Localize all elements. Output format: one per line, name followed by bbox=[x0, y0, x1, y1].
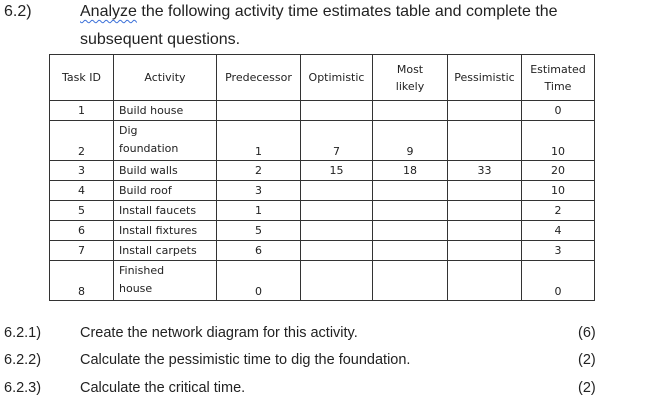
cell-optimistic bbox=[301, 201, 373, 221]
cell-pessimistic bbox=[448, 261, 522, 301]
cell-estimated: 4 bbox=[522, 221, 595, 241]
cell-optimistic bbox=[301, 181, 373, 201]
table-row bbox=[50, 261, 595, 301]
header-most-likely-2: likely bbox=[395, 79, 425, 93]
cell-pessimistic bbox=[448, 241, 522, 261]
cell-predecessor: 1 bbox=[217, 121, 301, 161]
cell-predecessor: 2 bbox=[217, 161, 301, 181]
cell-estimated: 20 bbox=[522, 161, 595, 181]
cell-most-likely: 18 bbox=[373, 161, 448, 181]
subquestion-marks: (6) bbox=[578, 325, 596, 341]
subquestion-3 bbox=[4, 380, 245, 396]
cell-task-id: 1 bbox=[50, 101, 114, 121]
subquestion-marks: (2) bbox=[578, 380, 596, 396]
cell-pessimistic bbox=[448, 121, 522, 161]
cell-estimated: 3 bbox=[522, 241, 595, 261]
cell-pessimistic bbox=[448, 181, 522, 201]
cell-estimated: 10 bbox=[522, 181, 595, 201]
cell-predecessor: 1 bbox=[217, 201, 301, 221]
spellcheck-word: Analyze bbox=[80, 3, 137, 20]
subquestion-text: Calculate the critical time. bbox=[80, 380, 246, 396]
cell-pessimistic: 33 bbox=[448, 161, 522, 181]
cell-most-likely bbox=[373, 201, 448, 221]
cell-task-id: 4 bbox=[50, 181, 114, 201]
table-row bbox=[50, 121, 595, 161]
header-predecessor: Predecessor bbox=[217, 55, 301, 101]
subquestion-number: 6.2.2) bbox=[4, 352, 42, 368]
cell-activity: Install faucets bbox=[114, 201, 217, 221]
header-estimated-1: Estimated bbox=[530, 62, 586, 76]
subquestion-marks: (2) bbox=[578, 352, 596, 368]
table-row bbox=[50, 161, 595, 181]
cell-predecessor: 3 bbox=[217, 181, 301, 201]
table-row bbox=[50, 101, 595, 121]
cell-task-id: 3 bbox=[50, 161, 114, 181]
cell-task-id: 2 bbox=[50, 121, 114, 161]
cell-task-id: 7 bbox=[50, 241, 114, 261]
subquestion-text: Create the network diagram for this activity. bbox=[80, 325, 358, 341]
cell-pessimistic bbox=[448, 101, 522, 121]
header-most-likely-1: Most bbox=[396, 62, 424, 76]
cell-activity-1: Dig bbox=[119, 124, 138, 137]
cell-optimistic bbox=[301, 241, 373, 261]
cell-activity: Build walls bbox=[114, 161, 217, 181]
subquestion-number: 6.2.3) bbox=[4, 380, 42, 396]
header-activity: Activity bbox=[114, 55, 217, 101]
question-line-1 bbox=[80, 3, 558, 21]
table-header-row bbox=[50, 55, 595, 101]
cell-task-id: 8 bbox=[50, 261, 114, 301]
cell-most-likely: 9 bbox=[373, 121, 448, 161]
cell-pessimistic bbox=[448, 201, 522, 221]
cell-predecessor: 5 bbox=[217, 221, 301, 241]
cell-task-id: 5 bbox=[50, 201, 114, 221]
header-most-likely bbox=[373, 55, 448, 101]
cell-activity bbox=[114, 261, 217, 301]
table-row bbox=[50, 221, 595, 241]
cell-predecessor: 0 bbox=[217, 261, 301, 301]
table-row bbox=[50, 201, 595, 221]
subquestion-text: Calculate the pessimistic time to dig the foundation. bbox=[80, 352, 411, 368]
cell-optimistic: 15 bbox=[301, 161, 373, 181]
cell-optimistic: 7 bbox=[301, 121, 373, 161]
cell-optimistic bbox=[301, 221, 373, 241]
cell-task-id: 6 bbox=[50, 221, 114, 241]
cell-most-likely bbox=[373, 101, 448, 121]
cell-activity bbox=[114, 121, 217, 161]
cell-most-likely bbox=[373, 261, 448, 301]
cell-predecessor bbox=[217, 101, 301, 121]
subquestion-2 bbox=[4, 352, 410, 368]
question-number: 6.2) bbox=[4, 3, 32, 20]
question-line-1-rest: the following activity time estimates table and complete the bbox=[136, 3, 558, 20]
cell-pessimistic bbox=[448, 221, 522, 241]
cell-most-likely bbox=[373, 221, 448, 241]
cell-estimated: 0 bbox=[522, 261, 595, 301]
cell-most-likely bbox=[373, 241, 448, 261]
activity-table bbox=[49, 54, 595, 301]
cell-activity: Install carpets bbox=[114, 241, 217, 261]
cell-estimated: 2 bbox=[522, 201, 595, 221]
header-optimistic: Optimistic bbox=[301, 55, 373, 101]
question-line-2: subsequent questions. bbox=[80, 31, 241, 48]
cell-activity-1: Finished bbox=[119, 264, 165, 277]
header-pessimistic: Pessimistic bbox=[448, 55, 522, 101]
cell-most-likely bbox=[373, 181, 448, 201]
cell-optimistic bbox=[301, 261, 373, 301]
cell-activity-2: house bbox=[119, 282, 153, 295]
subquestion-1 bbox=[4, 325, 358, 341]
cell-estimated: 10 bbox=[522, 121, 595, 161]
cell-activity: Build house bbox=[114, 101, 217, 121]
header-task-id: Task ID bbox=[50, 55, 114, 101]
cell-activity: Build roof bbox=[114, 181, 217, 201]
table-row bbox=[50, 181, 595, 201]
cell-activity: Install fixtures bbox=[114, 221, 217, 241]
table-row bbox=[50, 241, 595, 261]
subquestion-number: 6.2.1) bbox=[4, 325, 42, 341]
cell-optimistic bbox=[301, 101, 373, 121]
header-estimated-time bbox=[522, 55, 595, 101]
cell-estimated: 0 bbox=[522, 101, 595, 121]
cell-predecessor: 6 bbox=[217, 241, 301, 261]
cell-activity-2: foundation bbox=[119, 142, 179, 155]
header-estimated-2: Time bbox=[544, 79, 572, 93]
